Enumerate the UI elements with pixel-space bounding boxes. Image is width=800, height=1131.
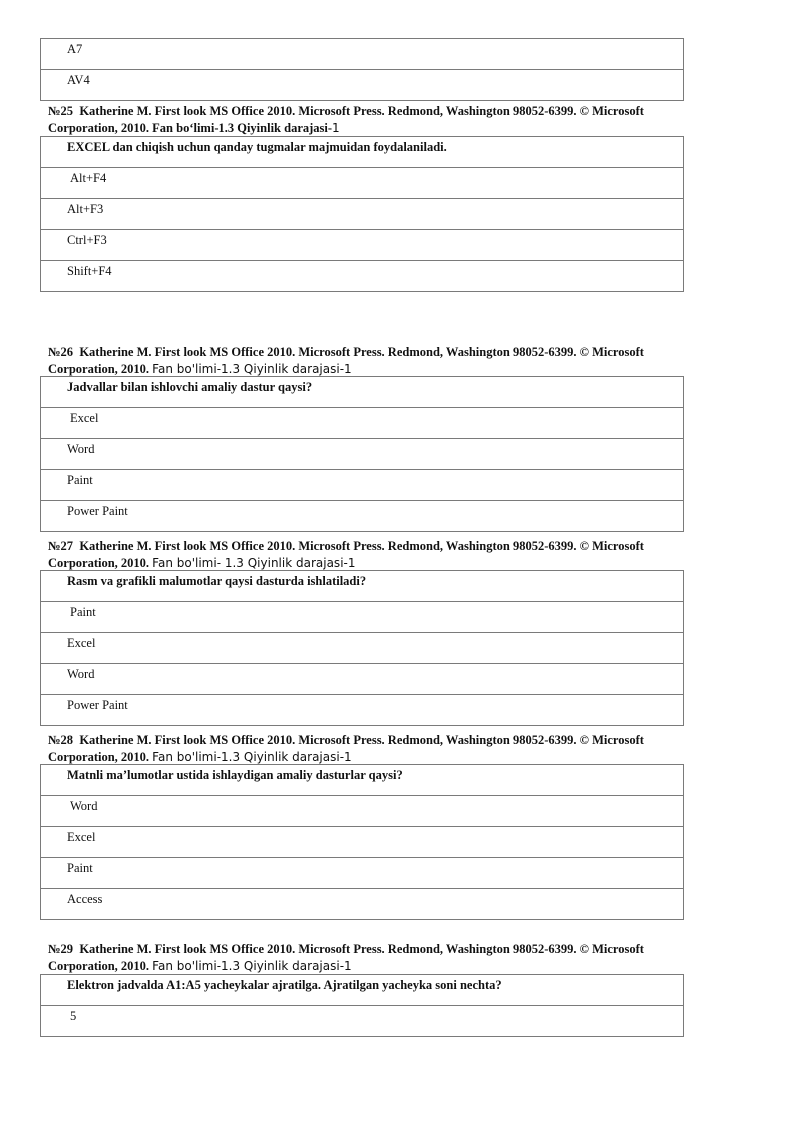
option-text: Ctrl+F3 bbox=[67, 233, 107, 247]
option-text: Word bbox=[67, 442, 95, 456]
question-header-26 bbox=[48, 344, 708, 378]
option-cell bbox=[41, 827, 684, 858]
question-text: Jadvallar bilan ishlovchi amaliy dastur qaysi? bbox=[67, 380, 313, 394]
option-text: Excel bbox=[70, 411, 99, 425]
option-cell bbox=[41, 633, 684, 664]
question-header-29 bbox=[48, 941, 708, 975]
question-source: Katherine M. First look MS Office 2010. Microsoft Press. Redmond, Washington 98052-6399. © Microsoft Corporation, 2010. bbox=[48, 942, 644, 973]
option-cell bbox=[41, 439, 684, 470]
option-cell bbox=[41, 889, 684, 920]
question-source: Katherine M. First look MS Office 2010. Microsoft Press. Redmond, Washington 98052-6399. © Microsoft Corporation, 2010. bbox=[48, 345, 644, 376]
option-cell bbox=[41, 261, 684, 292]
question-header-27 bbox=[48, 538, 708, 572]
question-header-28 bbox=[48, 732, 708, 766]
question-table-29 bbox=[40, 974, 684, 1037]
option-text: AV4 bbox=[67, 73, 90, 87]
question-cell bbox=[41, 377, 684, 408]
option-cell bbox=[41, 470, 684, 501]
question-meta: Fan bo'limi-1.3 Qiyinlik darajasi-1 bbox=[152, 959, 352, 973]
option-text: Paint bbox=[70, 605, 96, 619]
option-text: Word bbox=[67, 667, 95, 681]
question-text: EXCEL dan chiqish uchun qanday tugmalar majmuidan foydalaniladi. bbox=[67, 140, 447, 154]
option-cell bbox=[41, 230, 684, 261]
option-cell bbox=[41, 796, 684, 827]
option-cell bbox=[41, 501, 684, 532]
option-text: Access bbox=[67, 892, 103, 906]
option-text: Alt+F3 bbox=[67, 202, 104, 216]
option-text: Word bbox=[70, 799, 98, 813]
question-text: Rasm va grafikli malumotlar qaysi dasturda ishlatiladi? bbox=[67, 574, 367, 588]
question-header-25 bbox=[48, 103, 708, 137]
question-table-27 bbox=[40, 570, 684, 726]
question-cell bbox=[41, 571, 684, 602]
option-text: Paint bbox=[67, 861, 93, 875]
option-cell bbox=[41, 695, 684, 726]
option-cell bbox=[41, 39, 684, 70]
option-text: Power Paint bbox=[67, 504, 128, 518]
question-source: Katherine M. First look MS Office 2010. Microsoft Press. Redmond, Washington 98052-6399. © Microsoft Corporation, 2010. Fan bo‘limi-1.3 Qiyinlik darajasi- bbox=[48, 104, 644, 135]
option-cell bbox=[41, 664, 684, 695]
question-cell bbox=[41, 975, 684, 1006]
question-cell bbox=[41, 137, 684, 168]
option-text: Shift+F4 bbox=[67, 264, 112, 278]
top-options-table bbox=[40, 38, 684, 101]
option-cell bbox=[41, 602, 684, 633]
option-text: Excel bbox=[67, 636, 96, 650]
question-table-26 bbox=[40, 376, 684, 532]
difficulty-level: 1 bbox=[332, 121, 340, 135]
question-meta: Fan bo'limi-1.3 Qiyinlik darajasi-1 bbox=[152, 362, 352, 376]
option-text: Paint bbox=[67, 473, 93, 487]
question-table-28 bbox=[40, 764, 684, 920]
question-source: Katherine M. First look MS Office 2010. Microsoft Press. Redmond, Washington 98052-6399. © Microsoft Corporation, 2010. bbox=[48, 539, 644, 570]
option-text: Power Paint bbox=[67, 698, 128, 712]
option-cell bbox=[41, 199, 684, 230]
option-text: 5 bbox=[70, 1009, 77, 1023]
question-table-25 bbox=[40, 136, 684, 292]
question-number: №26 bbox=[48, 345, 74, 359]
question-cell bbox=[41, 765, 684, 796]
question-number: №27 bbox=[48, 539, 74, 553]
option-cell bbox=[41, 408, 684, 439]
option-cell bbox=[41, 168, 684, 199]
option-text: A7 bbox=[67, 42, 83, 56]
question-source: Katherine M. First look MS Office 2010. Microsoft Press. Redmond, Washington 98052-6399. © Microsoft Corporation, 2010. bbox=[48, 733, 644, 764]
question-text: Elektron jadvalda A1:A5 yacheykalar ajratilga. Ajratilgan yacheyka soni nechta? bbox=[67, 978, 502, 992]
option-text: Excel bbox=[67, 830, 96, 844]
option-cell bbox=[41, 1006, 684, 1037]
question-text: Matnli ma’lumotlar ustida ishlaydigan amaliy dasturlar qaysi? bbox=[67, 768, 403, 782]
option-cell bbox=[41, 70, 684, 101]
question-meta: Fan bo'limi- 1.3 Qiyinlik darajasi-1 bbox=[152, 556, 356, 570]
question-number: №29 bbox=[48, 942, 74, 956]
option-cell bbox=[41, 858, 684, 889]
option-text: Alt+F4 bbox=[70, 171, 107, 185]
question-meta: Fan bo'limi-1.3 Qiyinlik darajasi-1 bbox=[152, 750, 352, 764]
question-number: №28 bbox=[48, 733, 74, 747]
question-number: №25 bbox=[48, 104, 74, 118]
